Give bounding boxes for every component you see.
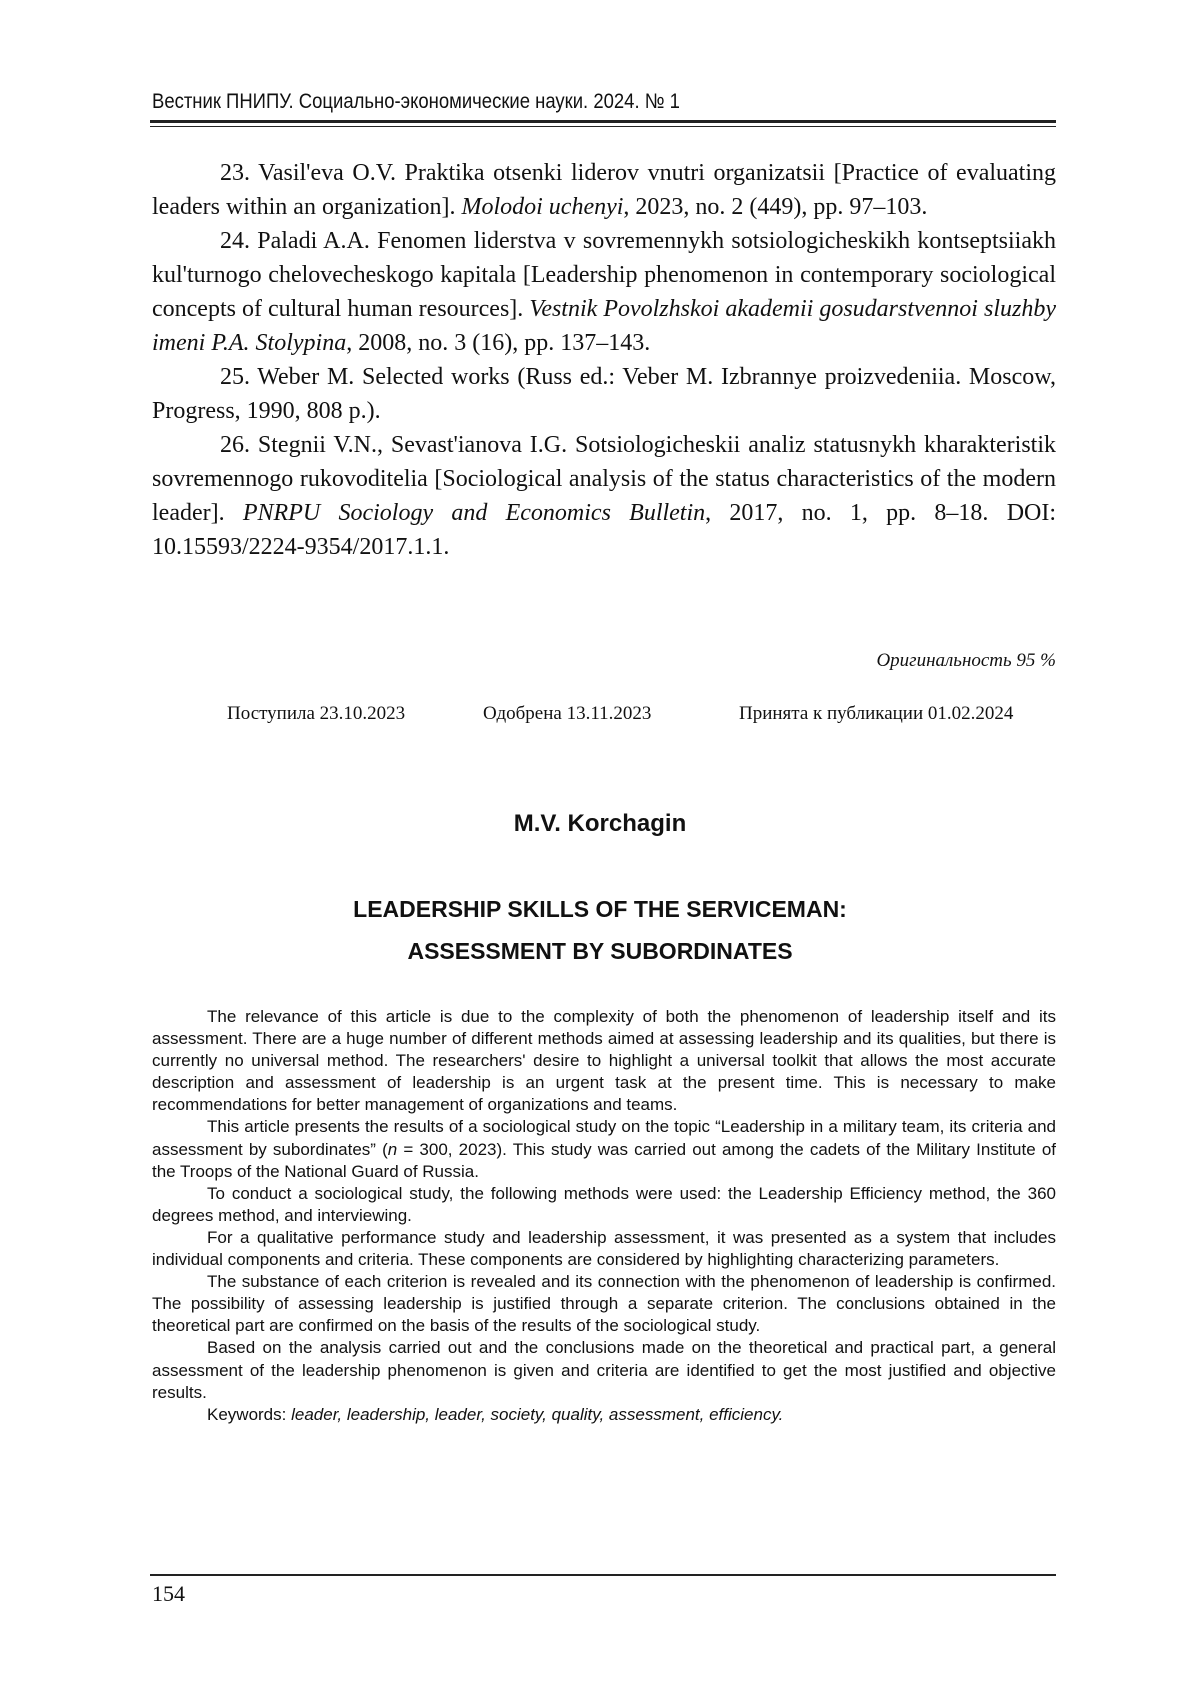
abstract — [152, 1006, 1056, 1426]
footer-rule — [150, 1574, 1056, 1576]
running-header: Вестник ПНИПУ. Социально-экономические науки. 2024. № 1 — [152, 90, 680, 114]
abstract-paragraph: For a qualitative performance study and leadership assessment, it was presented as a system that includes individual components and criteria. These components are considered by highlighting characterizing parameters. — [152, 1227, 1056, 1271]
received-date: Поступила 23.10.2023 — [227, 703, 405, 725]
approved-date: Одобрена 13.11.2023 — [483, 703, 651, 725]
abstract-paragraph: This article presents the results of a sociological study on the topic “Leadership in a military team, its criteria and assessment by subordinates” (n = 300, 2023). This study was carried out among the cadets of the Military Institute of the Troops of the National Guard of Russia. — [152, 1116, 1056, 1182]
reference-list — [152, 156, 1056, 564]
accepted-date: Принята к публикации 01.02.2024 — [739, 703, 1013, 725]
reference-item: 26. Stegnii V.N., Sevast'ianova I.G. Sotsiologicheskii analiz statusnykh kharakteristik sovremennogo rukovoditelia [Sociological analysis of the status characteristics of the modern leader]. PNRPU Sociology and Economics Bulletin, 2017, no. 1, pp. 8–18. DOI: 10.15593/2224-9354/2017.1.1. — [152, 428, 1056, 564]
article-author: M.V. Korchagin — [0, 810, 1200, 838]
abstract-paragraph: Based on the analysis carried out and the conclusions made on the theoretical and practical part, a general assessment of the leadership phenomenon is given and criteria are identified to get the most justified and objective results. — [152, 1337, 1056, 1403]
abstract-paragraph: The relevance of this article is due to the complexity of both the phenomenon of leadership itself and its assessment. There are a huge number of different methods aimed at assessing leadership and its qualities, but there is currently no universal method. The researchers' desire to highlight a universal toolkit that allows the most accurate description and assessment of leadership is an urgent task at the present time. This is necessary to make recommendations for better management of organizations and teams. — [152, 1006, 1056, 1116]
reference-item: 25. Weber M. Selected works (Russ ed.: Veber M. Izbrannye proizvedeniia. Moscow, Progress, 1990, 808 p.). — [152, 360, 1056, 428]
abstract-paragraph: The substance of each criterion is revealed and its connection with the phenomenon of leadership is confirmed. The possibility of assessing leadership is justified through a separate criterion. The conclusions obtained in the theoretical part are confirmed on the basis of the results of the sociological study. — [152, 1271, 1056, 1337]
keywords: Keywords: leader, leadership, leader, society, quality, assessment, efficiency. — [152, 1404, 1056, 1426]
article-title: LEADERSHIP SKILLS OF THE SERVICEMAN: ASSESSMENT BY SUBORDINATES — [0, 888, 1200, 972]
page-number: 154 — [152, 1581, 185, 1607]
reference-item: 23. Vasil'eva O.V. Praktika otsenki liderov vnutri organizatsii [Practice of evaluating leaders within an organization]. Molodoi uchenyi, 2023, no. 2 (449), pp. 97–103. — [152, 156, 1056, 224]
originality-note: Оригинальность 95 % — [876, 650, 1056, 672]
abstract-paragraph: To conduct a sociological study, the following methods were used: the Leadership Efficiency method, the 360 degrees method, and interviewing. — [152, 1183, 1056, 1227]
header-rule — [150, 120, 1056, 127]
reference-item: 24. Paladi A.A. Fenomen liderstva v sovremennykh sotsiologicheskikh kontseptsiiakh kul'turnogo chelovecheskogo kapitala [Leadership phenomenon in contemporary sociological concepts of cultural human resources]. Vestnik Povolzhskoi akademii gosudarstvennoi sluzhby imeni P.A. Stolypina, 2008, no. 3 (16), pp. 137–143. — [152, 224, 1056, 360]
